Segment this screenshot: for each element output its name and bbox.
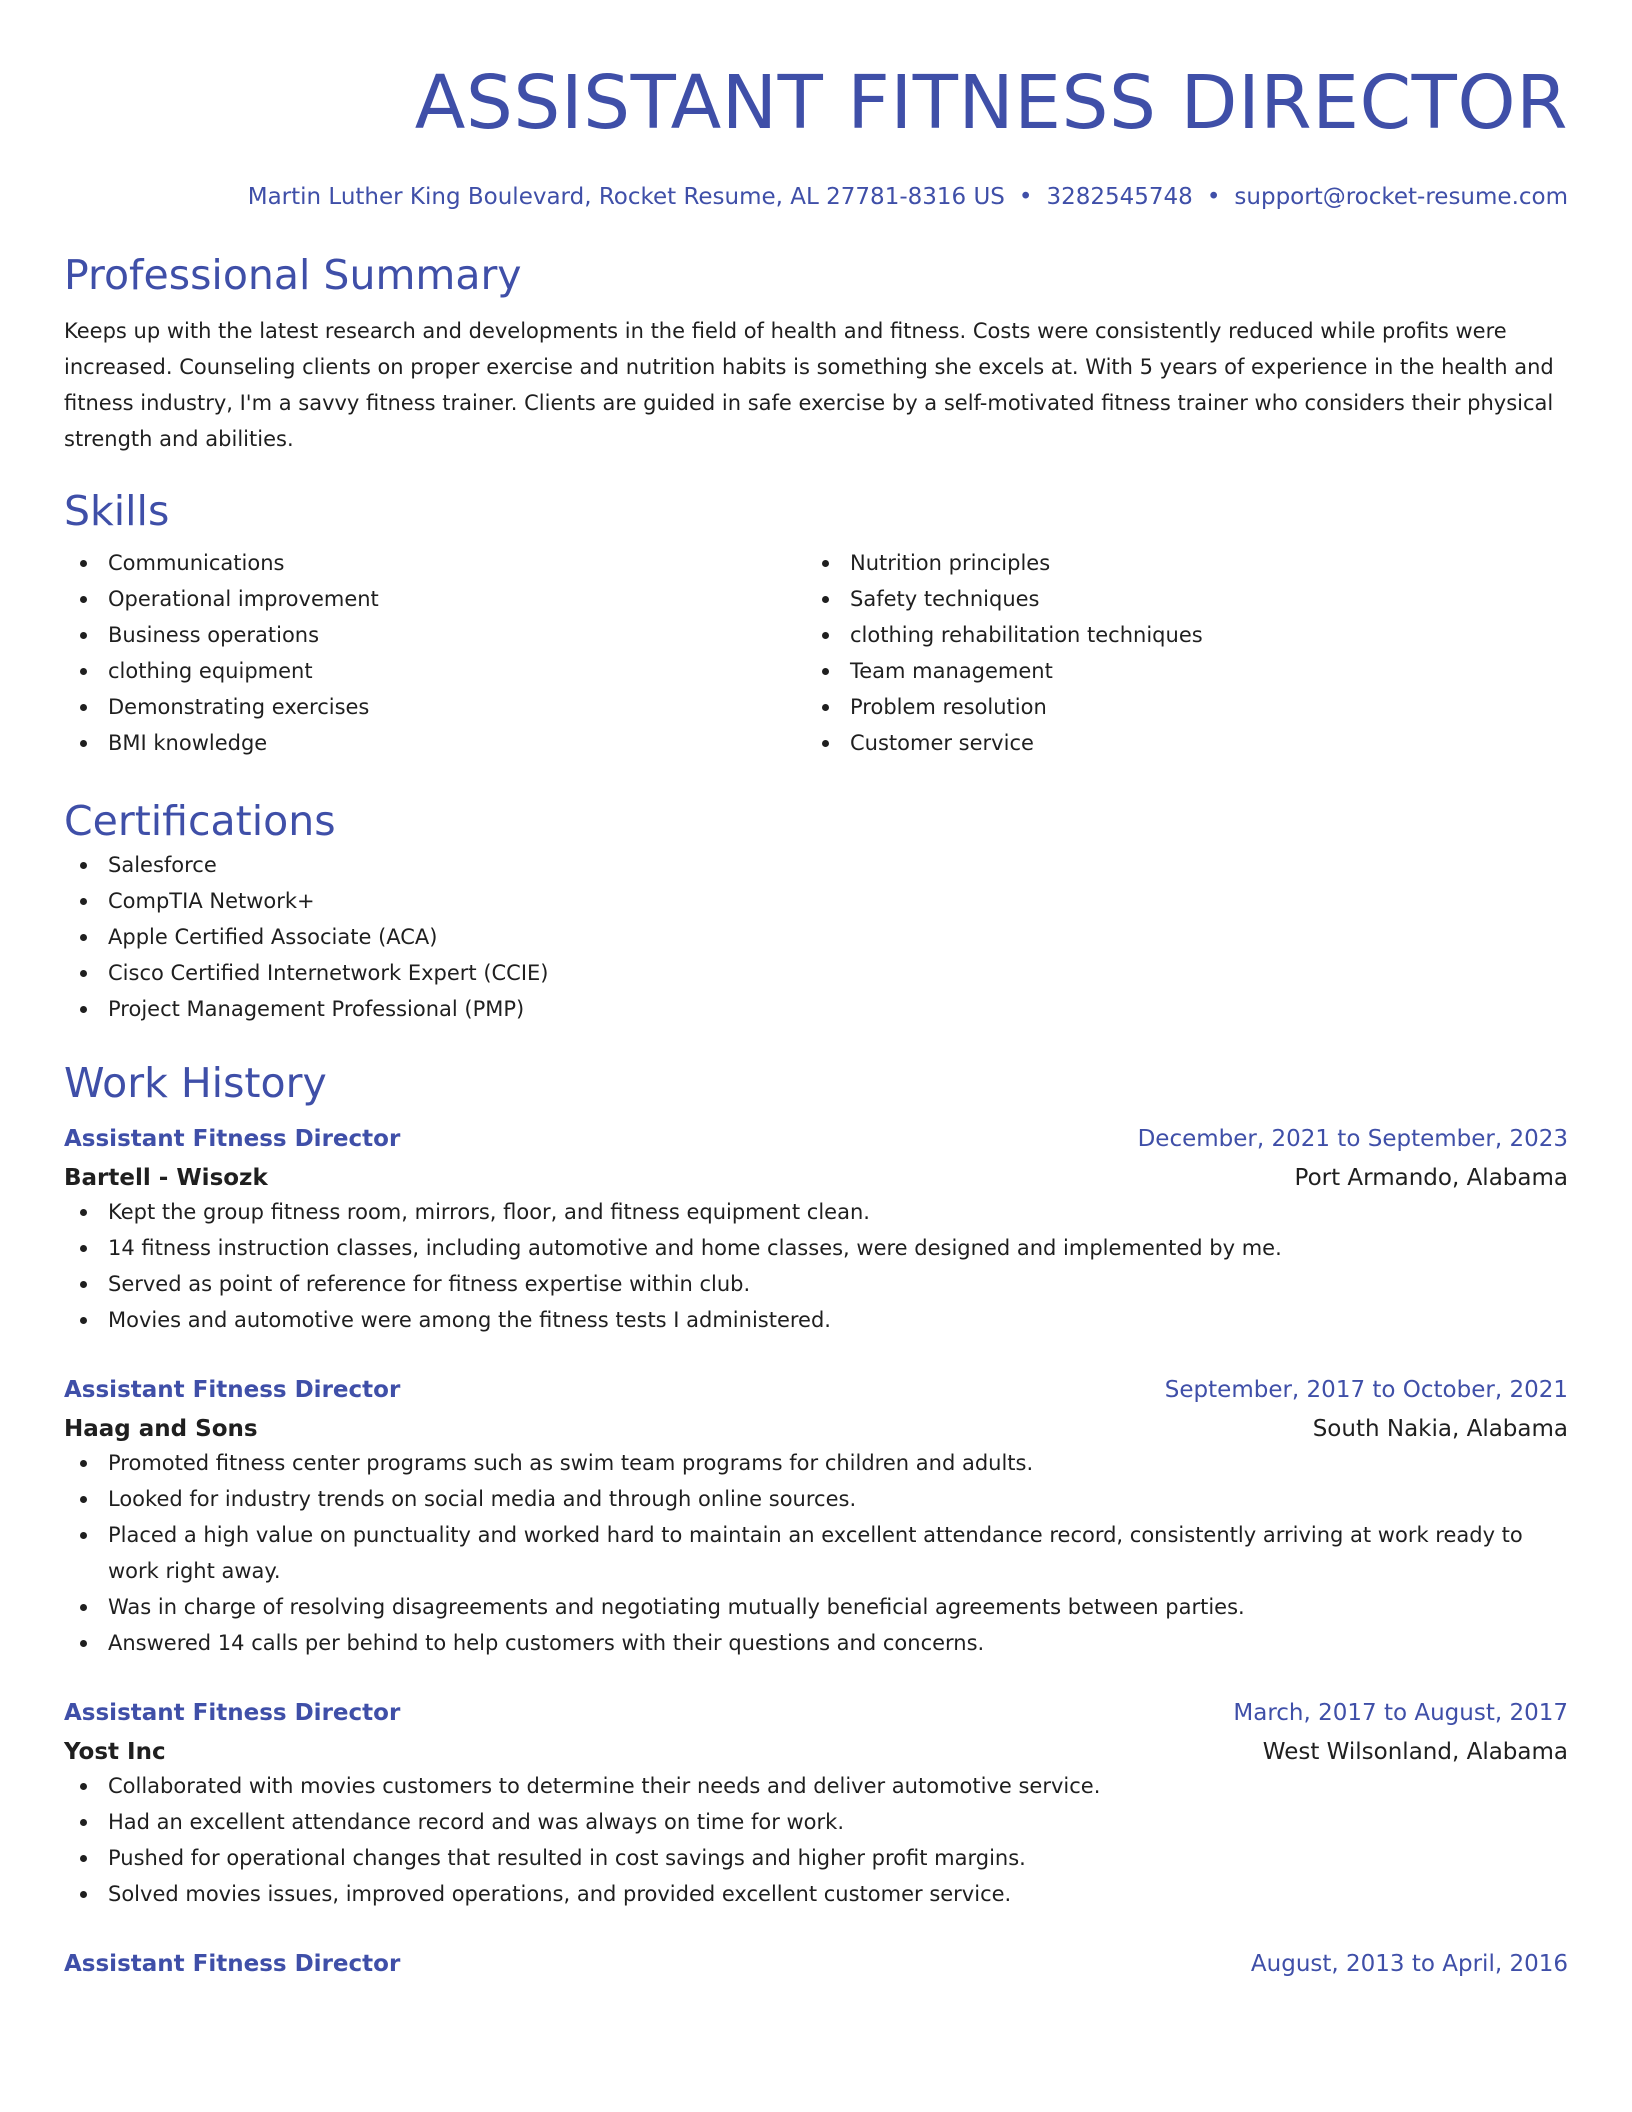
- skills-column-left: [64, 545, 806, 761]
- resume-header: [64, 0, 1568, 211]
- job-duty-item: Movies and automotive were among the fitness tests I administered.: [64, 1302, 1568, 1338]
- job-entry: [64, 1374, 1568, 1661]
- job-duty-item: 14 fitness instruction classes, including automotive and home classes, were designed and implemented by me.: [64, 1230, 1568, 1266]
- summary-heading: Professional Summary: [64, 251, 522, 299]
- skills-list-left: [64, 545, 806, 761]
- skills-heading: Skills: [64, 487, 170, 535]
- summary-text: Keeps up with the latest research and developments in the field of health and fitness. Costs were consistently reduced while profits were increased. Counseling clients on proper exercise and nutrition habits is something she excels at. With 5 years of experience in the health and fitness industry, I'm a savvy fitness trainer. Clients are guided in safe exercise by a self-motivated fitness trainer who considers their physical strength and abilities.: [64, 319, 1554, 451]
- job-duty-item: Answered 14 calls per behind to help customers with their questions and concerns.: [64, 1625, 1568, 1661]
- certifications-heading: Certifications: [64, 797, 336, 845]
- job-duty-item: Solved movies issues, improved operations, and provided excellent customer service.: [64, 1876, 1568, 1912]
- contact-address: Martin Luther King Boulevard, Rocket Resume, AL 27781-8316 US: [247, 184, 1005, 210]
- job-location: South Nakia, Alabama: [1312, 1416, 1568, 1442]
- skills-column-right: [806, 545, 1548, 761]
- job-dates: December, 2021 to September, 2023: [1137, 1126, 1568, 1152]
- resume-title: ASSISTANT FITNESS DIRECTOR: [414, 60, 1568, 146]
- job-title: Assistant Fitness Director: [64, 1700, 401, 1726]
- job-duty-item: Had an excellent attendance record and was always on time for work.: [64, 1804, 1568, 1840]
- job-title: Assistant Fitness Director: [64, 1126, 401, 1152]
- job-company: Haag and Sons: [64, 1416, 258, 1442]
- skill-item: clothing rehabilitation techniques: [806, 617, 1548, 653]
- contact-separator: •: [1206, 184, 1221, 210]
- summary-section: [64, 249, 1568, 457]
- skill-item: Demonstrating exercises: [64, 689, 806, 725]
- job-duty-item: Placed a high value on punctuality and worked hard to maintain an excellent attendance record, consistently arriving at work ready to work right away.: [64, 1517, 1568, 1589]
- job-duty-item: Kept the group fitness room, mirrors, floor, and fitness equipment clean.: [64, 1194, 1568, 1230]
- job-header: [64, 1697, 1568, 1729]
- job-entry: [64, 1948, 1568, 1980]
- contact-phone: 3282545748: [1046, 184, 1193, 210]
- skills-section: [64, 485, 1568, 761]
- resume-page: [64, 0, 1568, 1980]
- job-subheader: [64, 1736, 1568, 1768]
- job-duty-item: Promoted fitness center programs such as swim team programs for children and adults.: [64, 1445, 1568, 1481]
- skill-item: Operational improvement: [64, 581, 806, 617]
- job-location: Port Armando, Alabama: [1294, 1165, 1568, 1191]
- skill-item: BMI knowledge: [64, 725, 806, 761]
- job-dates: September, 2017 to October, 2021: [1164, 1377, 1568, 1403]
- job-title: Assistant Fitness Director: [64, 1951, 401, 1977]
- certification-item: Salesforce: [64, 847, 1568, 883]
- job-entry: [64, 1123, 1568, 1338]
- skill-item: Problem resolution: [806, 689, 1548, 725]
- certifications-list: [64, 847, 1568, 1027]
- certifications-section: [64, 795, 1568, 1027]
- job-duties-list: [64, 1445, 1568, 1661]
- contact-separator: •: [1018, 184, 1033, 210]
- work-history-heading: Work History: [64, 1059, 327, 1107]
- job-subheader: [64, 1162, 1568, 1194]
- skill-item: Nutrition principles: [806, 545, 1548, 581]
- job-company: Yost Inc: [64, 1739, 166, 1765]
- certification-item: Cisco Certified Internetwork Expert (CCIE): [64, 955, 1568, 991]
- job-entry: [64, 1697, 1568, 1912]
- job-duty-item: Was in charge of resolving disagreements and negotiating mutually beneficial agreements between parties.: [64, 1589, 1568, 1625]
- job-duties-list: [64, 1768, 1568, 1912]
- job-location: West Wilsonland, Alabama: [1262, 1739, 1568, 1765]
- job-duty-item: Pushed for operational changes that resulted in cost savings and higher profit margins.: [64, 1840, 1568, 1876]
- job-company: Bartell - Wisozk: [64, 1165, 268, 1191]
- job-duty-item: Served as point of reference for fitness expertise within club.: [64, 1266, 1568, 1302]
- skills-grid: [64, 545, 1568, 761]
- job-header: [64, 1123, 1568, 1155]
- certification-item: Apple Certified Associate (ACA): [64, 919, 1568, 955]
- job-duty-item: Collaborated with movies customers to determine their needs and deliver automotive service.: [64, 1768, 1568, 1804]
- job-dates: March, 2017 to August, 2017: [1233, 1700, 1568, 1726]
- skill-item: Team management: [806, 653, 1548, 689]
- job-header: [64, 1374, 1568, 1406]
- certification-item: CompTIA Network+: [64, 883, 1568, 919]
- job-subheader: [64, 1413, 1568, 1445]
- work-history-section: [64, 1057, 1568, 1980]
- skill-item: Communications: [64, 545, 806, 581]
- skill-item: clothing equipment: [64, 653, 806, 689]
- skills-list-right: [806, 545, 1548, 761]
- certification-item: Project Management Professional (PMP): [64, 991, 1568, 1027]
- skill-item: Customer service: [806, 725, 1548, 761]
- skill-item: Business operations: [64, 617, 806, 653]
- job-dates: August, 2013 to April, 2016: [1250, 1951, 1568, 1977]
- contact-line: [64, 183, 1568, 211]
- job-title: Assistant Fitness Director: [64, 1377, 401, 1403]
- skill-item: Safety techniques: [806, 581, 1548, 617]
- contact-email[interactable]: support@rocket-resume.com: [1234, 184, 1568, 210]
- job-duties-list: [64, 1194, 1568, 1338]
- job-header: [64, 1948, 1568, 1980]
- job-duty-item: Looked for industry trends on social media and through online sources.: [64, 1481, 1568, 1517]
